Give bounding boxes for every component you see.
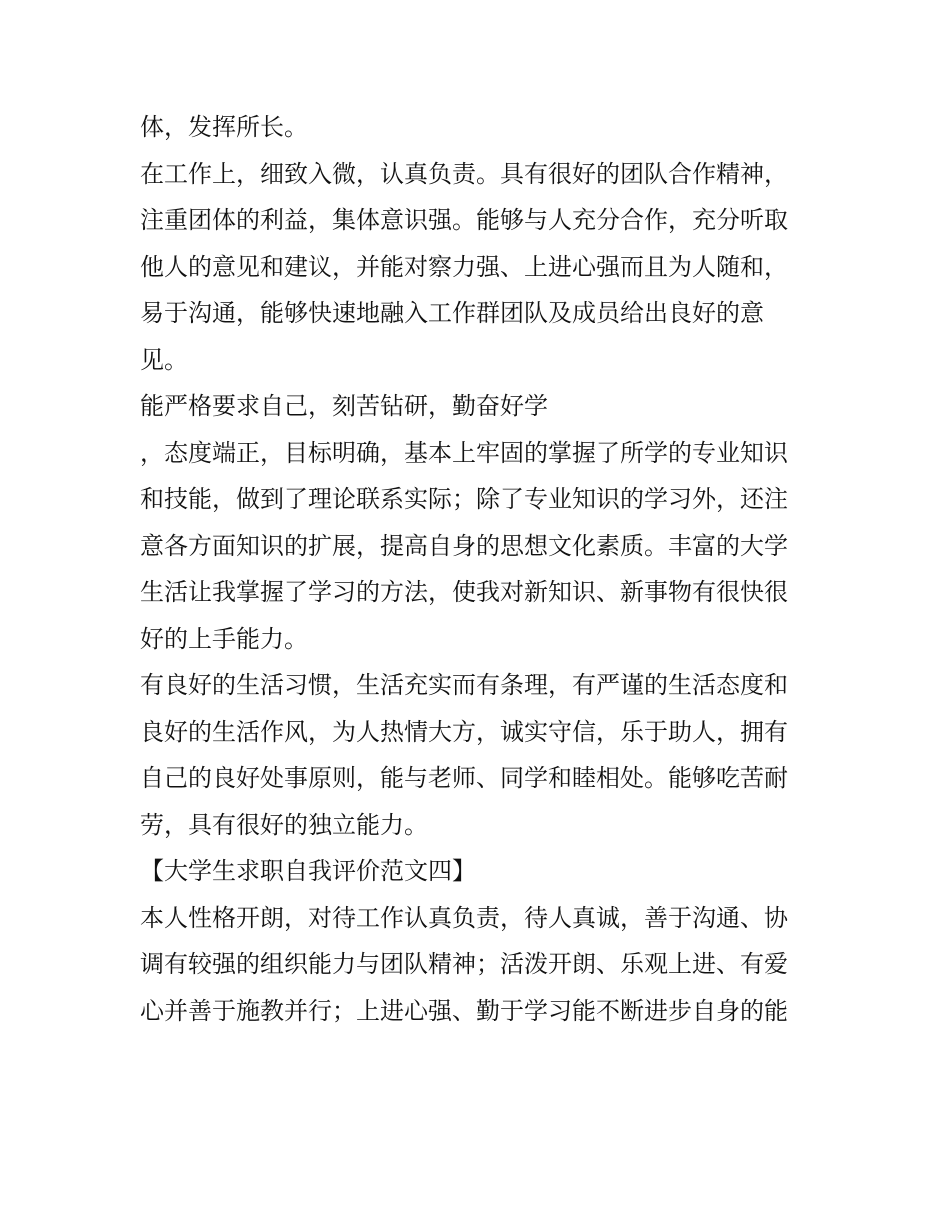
text-line: 心并善于施教并行；上进心强、勤于学习能不断进步自身的能 xyxy=(140,996,788,1025)
text-line: 劳，具有很好的独立能力。 xyxy=(140,810,428,839)
text-line: 和技能，做到了理论联系实际；除了专业知识的学习外，还注 xyxy=(140,485,788,513)
text-line: 体，发挥所长。 xyxy=(140,113,308,141)
text-line: 注重团体的利益，集体意识强。能够与人充分合作，充分听取 xyxy=(140,206,788,234)
text-line: 能严格要求自己，刻苦钻研，勤奋好学 xyxy=(140,392,548,420)
text-line: 生活让我掌握了学习的方法，使我对新知识、新事物有很快很 xyxy=(140,578,788,606)
text-line: 他人的意见和建议，并能对察力强、上进心强而且为人随和， xyxy=(140,252,788,281)
text-line: 调有较强的组织能力与团队精神；活泼开朗、乐观上进、有爱 xyxy=(140,950,788,978)
text-line: 易于沟通，能够快速地融入工作群团队及成员给出良好的意 xyxy=(140,299,764,327)
text-line: 良好的生活作风，为人热情大方，诚实守信，乐于助人，拥有 xyxy=(140,717,788,746)
text-line: 见。 xyxy=(140,345,188,374)
text-line: 好的上手能力。 xyxy=(140,624,308,653)
section-heading: 【大学生求职自我评价范文四】 xyxy=(140,857,476,885)
text-line: 有良好的生活习惯，生活充实而有条理，有严谨的生活态度和 xyxy=(140,671,788,699)
text-line: ，态度端正，目标明确，基本上牢固的掌握了所学的专业知识 xyxy=(140,438,788,467)
text-line: 自己的良好处事原则，能与老师、同学和睦相处。能够吃苦耐 xyxy=(140,764,788,792)
text-line: 在工作上，细致入微，认真负责。具有很好的团队合作精神， xyxy=(140,159,788,188)
text-line: 意各方面知识的扩展，提高自身的思想文化素质。丰富的大学 xyxy=(140,531,788,560)
document-body xyxy=(140,104,830,1034)
text-line: 本人性格开朗，对待工作认真负责，待人真诚，善于沟通、协 xyxy=(140,903,788,932)
